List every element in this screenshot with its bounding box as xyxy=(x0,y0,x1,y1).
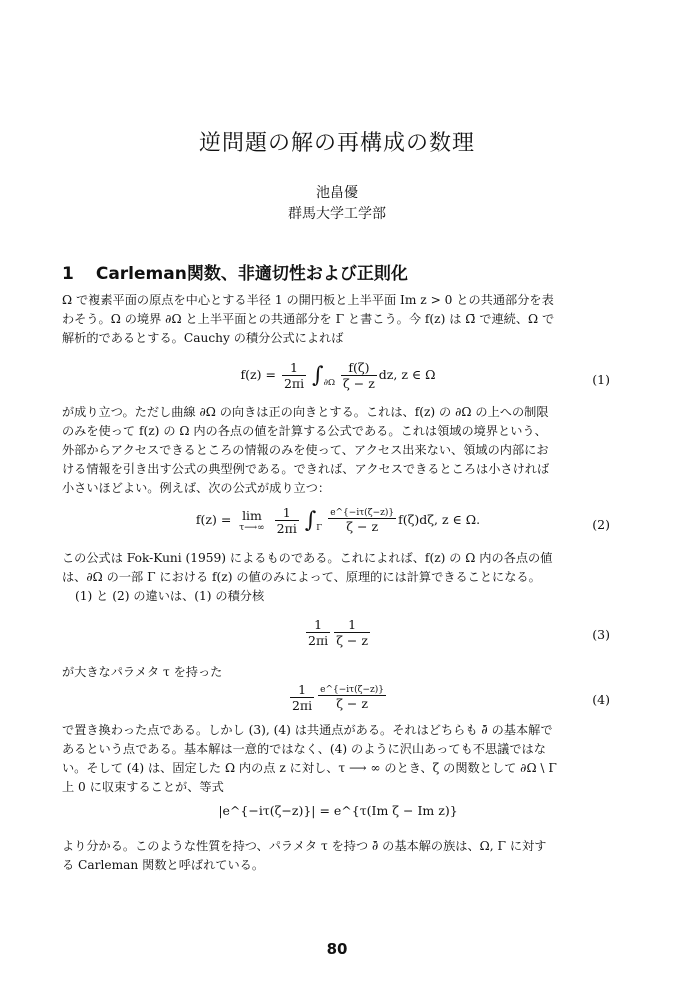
eq1-coef: $\frac{1}{2\pi i}$ xyxy=(283,360,305,391)
integral-sign: ∫ xyxy=(312,363,324,388)
text-line: る Carleman 関数と呼ばれている。 xyxy=(62,858,265,872)
text-line: この公式は Fok-Kuni (1959) によるものである。これによれば、f(z) の Ω 内の各点の値 xyxy=(62,551,553,565)
text-line: Ω で複素平面の原点を中心とする半径 1 の開円板と上半平面 Im z > 0 との共通部分を表 xyxy=(62,293,554,307)
section-title: Carleman関数、非適切性および正則化 xyxy=(95,264,408,284)
eq4-label: (4) xyxy=(592,692,610,707)
eq2-limit: lim τ⟶∞ xyxy=(239,508,265,533)
paragraph-5 xyxy=(62,721,614,797)
text-line: で置き換わった点である。しかし (3), (4) は共通点がある。それはどちらも ∂̄ の基本解で xyxy=(62,723,553,737)
text-line: ける情報を引き出す公式の典型例である。できれば、アクセスできるところは小さければ xyxy=(62,462,550,476)
equation-3: $\frac{1}{2\pi i}$ $\frac{1}{\zeta - z}$ (3) xyxy=(308,617,610,648)
equation-2 xyxy=(62,505,614,547)
text-line: は、∂Ω の一部 Γ における f(z) の値のみによって、原理的には計算できることになる。 xyxy=(62,570,541,584)
paragraph-4 xyxy=(62,663,614,682)
eq2-tail: f(ζ)dζ, z ∈ Ω. xyxy=(398,512,481,527)
author-name: 池畠優 xyxy=(316,185,358,201)
eq3-label: (3) xyxy=(592,627,610,642)
paragraph-1 xyxy=(62,291,614,348)
equation-5: |e^{−iτ(ζ−z)}| = e^{τ(Im ζ − Im z)} xyxy=(218,803,458,818)
text-line: い。そして (4) は、固定した Ω 内の点 z に対し、τ ⟶ ∞ のとき、ζ の関数として ∂Ω \ Γ xyxy=(62,761,557,775)
eq2-label: (2) xyxy=(592,517,610,532)
equation-1 xyxy=(62,360,614,400)
page-number: 80 xyxy=(326,940,348,958)
text-line: 小さいほどよい。例えば、次の公式が成り立つ： xyxy=(62,481,331,495)
text-line: より分かる。このような性質を持つ、パラメタ τ を持つ ∂̄ の基本解の族は、Ω, Γ に対す xyxy=(62,839,547,853)
integral-sign: ∫ xyxy=(304,508,317,533)
equation-4: $\frac{1}{2\pi i}$ $\frac{e\^{}\{-i\tau(\zeta-z)\}}{\zeta - z}$ (4) xyxy=(291,682,610,713)
paragraph-2 xyxy=(62,403,614,498)
text-line: 外部からアクセスできるところの情報のみを使って、アクセス出来ない、領域の内部にお xyxy=(62,443,549,457)
text-line: のみを使って f(z) の Ω 内の各点の値を計算する公式である。これは領域の境界という、 xyxy=(62,424,547,438)
section-number: 1 xyxy=(62,264,74,284)
text-line: が成り立つ。ただし曲線 ∂Ω の向きは正の向きとする。これは、f(z) の ∂Ω の上への制限 xyxy=(62,405,549,419)
section-heading xyxy=(62,259,408,284)
text-line: 上 0 に収束することが、等式 xyxy=(62,780,224,794)
text-line: 解析的であるとする。Cauchy の積分公式によれば xyxy=(62,331,344,345)
eq2-int-domain: Γ xyxy=(316,523,323,533)
eq2-integrand: $\frac{e\^{}\{-i\tau(\zeta-z)\}}{\zeta - z}$ xyxy=(330,507,395,534)
paragraph-3 xyxy=(62,549,614,606)
text-line: (1) と (2) の違いは、(1) の積分核 xyxy=(75,589,265,603)
eq1-int-domain: ∂Ω xyxy=(323,378,336,388)
eq1-tail: dz, z ∈ Ω xyxy=(378,367,436,382)
eq1-lhs: f(z) = xyxy=(240,367,276,382)
eq1-label: (1) xyxy=(592,372,610,387)
eq2-coef: $\frac{1}{2\pi i}$ xyxy=(276,505,297,536)
eq1-integrand: $\frac{f(\zeta)}{\zeta - z}$ xyxy=(343,360,375,391)
text-line: が大きなパラメタ τ を持った xyxy=(62,665,223,679)
affiliation: 群馬大学工学部 xyxy=(288,206,386,222)
eq2-lhs: f(z) = xyxy=(195,512,232,527)
text-line: あるという点である。基本解は一意的ではなく、(4) のように沢山あっても不思議ではな xyxy=(62,742,546,756)
text-line: わそう。Ω の境界 ∂Ω と上半平面との共通部分を Γ と書こう。今 f(z) は Ω̄ で連続、Ω で xyxy=(62,312,555,326)
paper-title: 逆問題の解の再構成の数理 xyxy=(198,131,475,156)
paragraph-6 xyxy=(62,837,614,875)
